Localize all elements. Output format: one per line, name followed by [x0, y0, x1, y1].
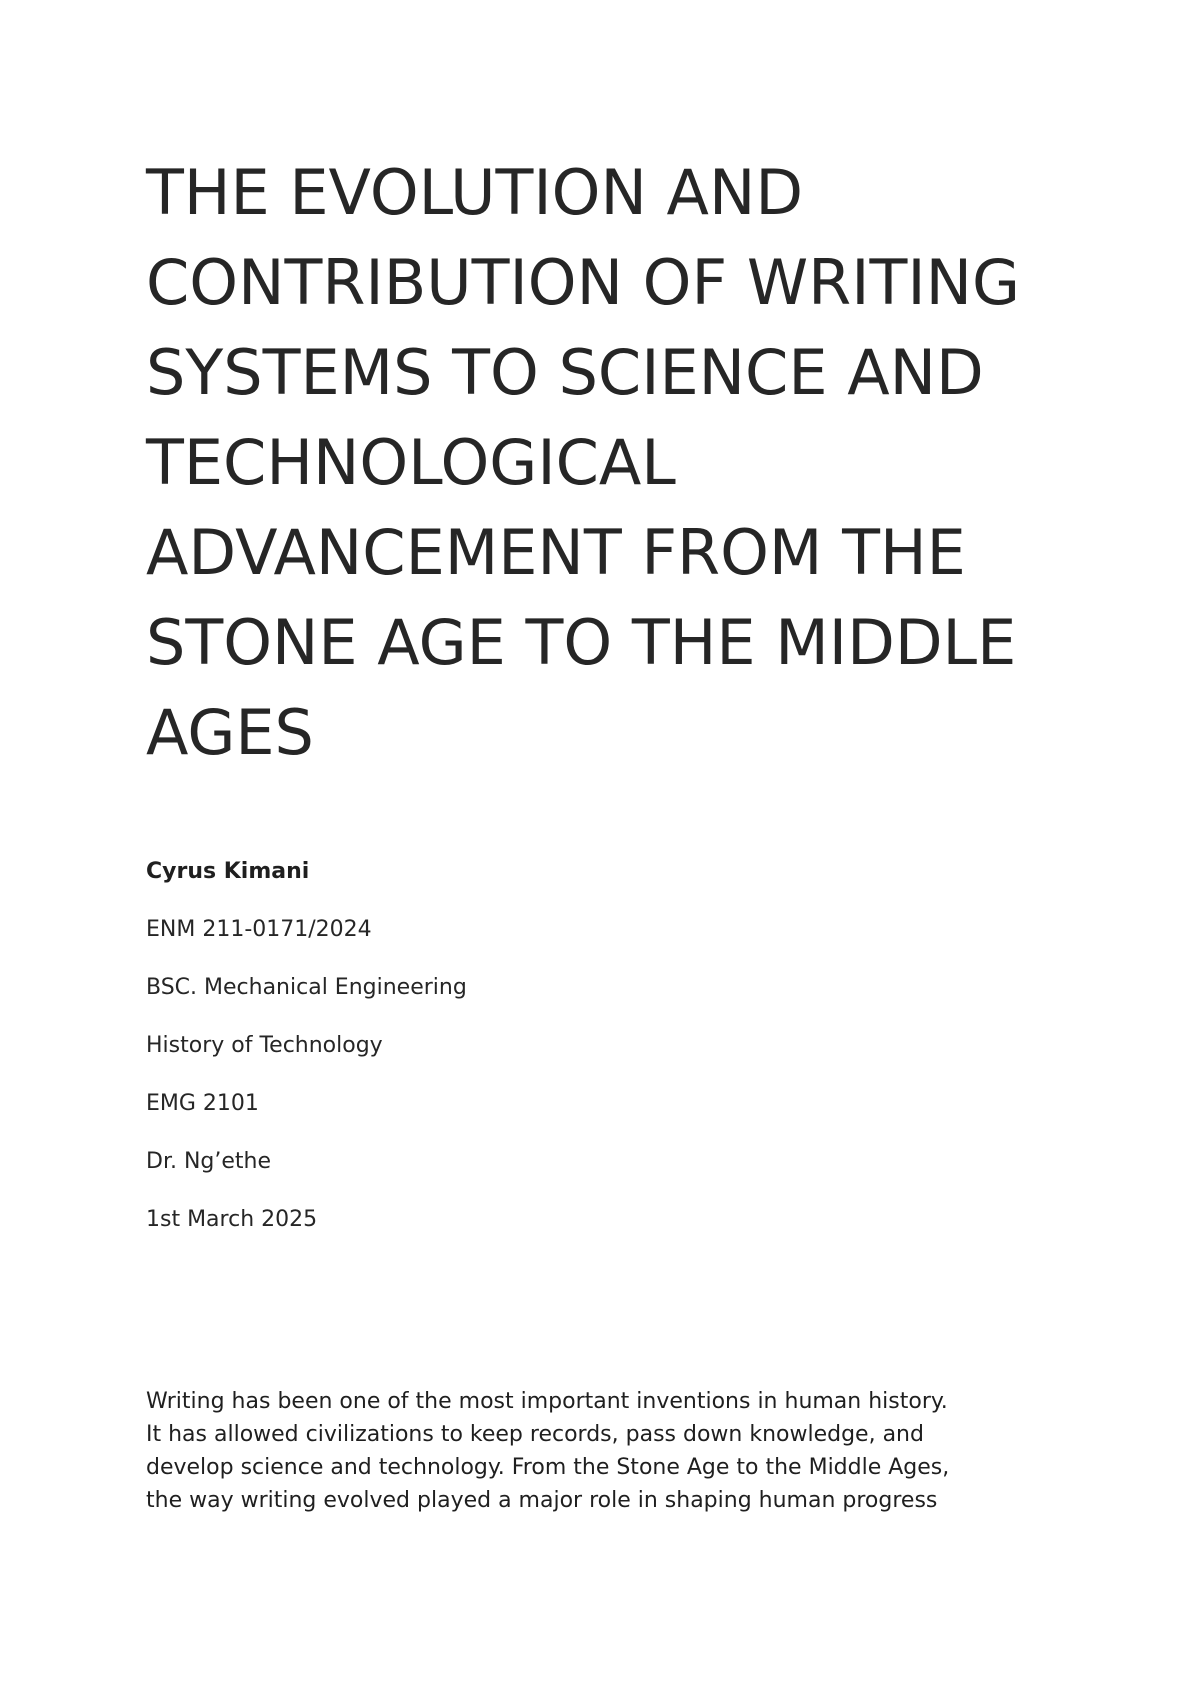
registration-number: ENM 211-0171/2024: [146, 917, 372, 942]
title-line: ADVANCEMENT FROM THE: [146, 516, 966, 589]
paragraph-line: the way writing evolved played a major role in shaping human progress: [146, 1488, 938, 1513]
document-title: [146, 148, 1086, 778]
course-code: EMG 2101: [146, 1091, 259, 1116]
title-line: STONE AGE TO THE MIDDLE: [146, 606, 1017, 679]
title-line: CONTRIBUTION OF WRITING: [146, 246, 1021, 319]
title-line: SYSTEMS TO SCIENCE AND: [146, 336, 984, 409]
lecturer-name: Dr. Ng’ethe: [146, 1149, 272, 1174]
paragraph-line: It has allowed civilizations to keep records, pass down knowledge, and: [146, 1422, 924, 1447]
submission-date: 1st March 2025: [146, 1207, 318, 1232]
paragraph-line: develop science and technology. From the Stone Age to the Middle Ages,: [146, 1455, 950, 1480]
introduction-paragraph: [146, 1385, 1086, 1517]
paragraph-line: Writing has been one of the most important inventions in human history.: [146, 1389, 948, 1414]
course-name: History of Technology: [146, 1033, 383, 1058]
title-line: AGES: [146, 696, 314, 769]
title-page-details: [146, 858, 1046, 1264]
title-line: TECHNOLOGICAL: [146, 426, 676, 499]
programme-name: BSC. Mechanical Engineering: [146, 975, 467, 1000]
author-name: Cyrus Kimani: [146, 859, 310, 884]
title-line: THE EVOLUTION AND: [146, 156, 804, 229]
